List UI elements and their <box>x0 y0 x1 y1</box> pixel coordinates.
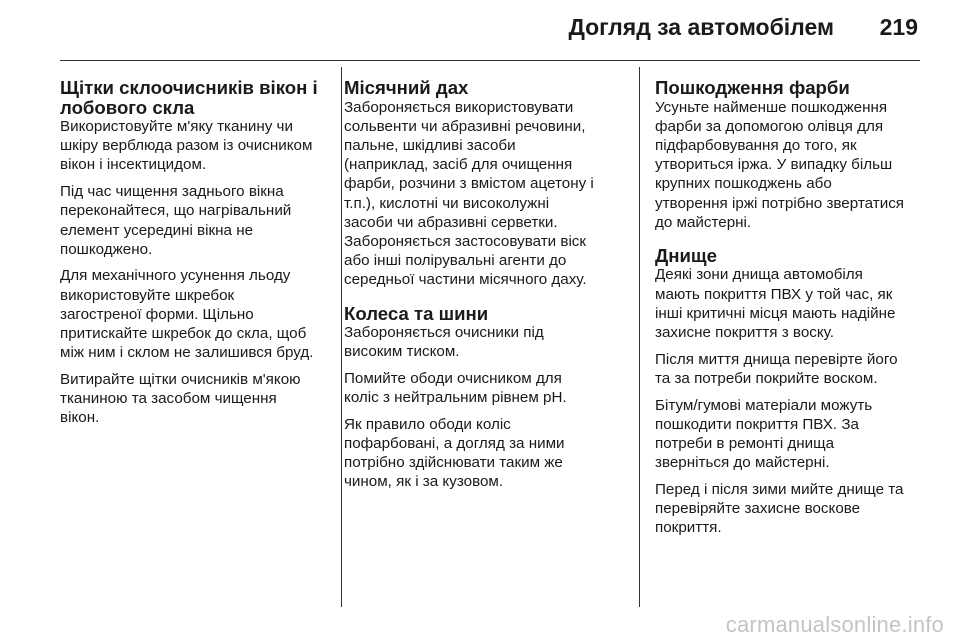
page-header <box>0 0 960 62</box>
section-heading: Колеса та шини <box>344 302 489 324</box>
column-1 <box>60 78 332 428</box>
body-paragraph: Перед і після зими мийте днище та перевіряйте захисне воскове покриття. <box>655 480 904 537</box>
body-paragraph: Витирайте щітки очисників м'якою тканиною та засобом чищення вікон. <box>60 370 301 427</box>
body-paragraph: Усуньте найменше пошкодження фарби за допомогою олівця для підфарбовування до того, як утвориться іржа. У випадку більш крупних пошкоджень або утворення іржі потрібно звертатися до майстерні. <box>655 98 905 231</box>
body-paragraph: Забороняється очисники під високим тиском. <box>344 324 544 361</box>
section-heading: Пошкодження фарби <box>655 77 850 98</box>
section-heading: Щітки склоочисників вікон і лобового скла <box>60 77 318 118</box>
page-number: 219 <box>879 14 918 40</box>
watermark: carmanualsonline.info <box>725 612 944 637</box>
page-title: Догляд за автомобілем <box>568 14 834 40</box>
body-paragraph: Деякі зони днища автомобіля мають покриття ПВХ у той час, як інші критичні місця мають надійне захисне покриття з воску. <box>655 266 896 342</box>
section-heading: Днище <box>655 244 717 266</box>
body-paragraph: Бітум/гумові матеріали можуть пошкодити покриття ПВХ. За потреби в ремонті днища зверніться до майстерні. <box>655 396 873 472</box>
column-3 <box>655 78 927 538</box>
body-paragraph: Використовуйте м'яку тканину чи шкіру верблюда разом із очисником вікон і інсектицидом. <box>60 118 313 174</box>
section-heading: Місячний дах <box>344 77 469 98</box>
column-2 <box>344 78 626 492</box>
column-divider <box>341 67 342 607</box>
body-paragraph: Для механічного усунення льоду використовуйте шкребок загостреної форми. Щільно притискайте шкребок до скла, щоб між ним і склом не залишився бруд. <box>60 267 314 362</box>
body-paragraph: Помийте ободи очисником для коліс з нейтральним рівнем pH. <box>344 369 567 407</box>
body-paragraph: Під час чищення заднього вікна переконайтеся, що нагрівальний елемент усередині вікна не пошкоджено. <box>60 183 292 258</box>
body-paragraph: Як правило ободи коліс пофарбовані, а догляд за ними потрібно здійснювати таким же чином, як і за кузовом. <box>344 415 565 491</box>
body-paragraph: Після миття днища перевірте його та за потреби покрийте воском. <box>655 350 898 387</box>
body-paragraph: Забороняється використовувати сольвенти чи абразивні речовини, пальне, шкідливі засоби (наприклад, засіб для очищення фарби, розчини з вмістом ацетону і т.п.), кислотні чи високолужні засоби чи абразивні серветки. Забороняється застосовувати віск або інші полірувальні агенти до середньої частини місячного даху. <box>344 98 594 289</box>
header-divider <box>60 60 920 61</box>
column-divider <box>639 67 640 607</box>
